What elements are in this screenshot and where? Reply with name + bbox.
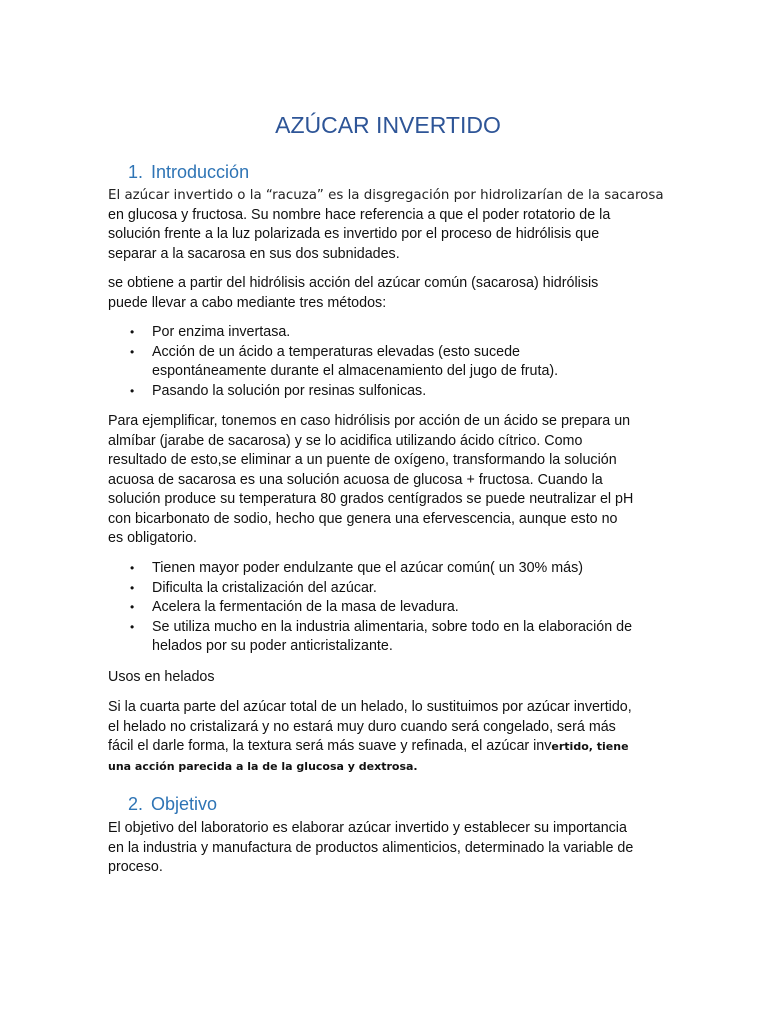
text-line: en la industria y manufactura de productos alimenticios, determinado la variable de [108,839,634,856]
text-line: Acción de un ácido a temperaturas elevadas (esto sucede [152,343,520,360]
section-title: Introducción [151,162,250,182]
bullet-icon: • [130,325,135,339]
text-line: es obligatorio. [108,530,198,546]
list-item [108,323,668,343]
text-line: solución produce su temperatura 80 grados centígrados se puede neutralizar el pH [108,491,634,507]
text-line: solución frente a la luz polarizada es invertido por el proceso de hidrólisis que [108,226,600,242]
text-segment: ertido, tiene [551,740,629,753]
text-line: resultado de esto,se eliminar a un puente de oxígeno, transformando la solución [108,452,617,468]
list-item [108,618,668,657]
properties-list [108,559,668,657]
text-line: una acción parecida a la de la glucosa y dextrosa. [108,759,418,773]
list-item [108,559,668,579]
text-line: Tienen mayor poder endulzante que el azúcar común( un 30% más) [152,560,584,576]
text-segment: fácil el darle forma, la textura será más suave y refinada, el azúcar inv [108,738,552,754]
intro-paragraph-3 [108,412,668,549]
text-line: proceso. [108,859,163,875]
text-line: se obtiene a partir del hidrólisis acción del azúcar común (sacarosa) hidrólisis [108,275,599,291]
section-heading-introduccion [128,162,249,183]
intro-paragraph-2 [108,274,668,313]
section-number: 1. [128,162,144,182]
text-line: Se utiliza mucho en la industria alimentaria, sobre todo en la elaboración de [152,618,633,635]
section-number: 2. [128,794,144,814]
text-line: el helado no cristalizará y no estará muy duro cuando será congelado, será más [108,718,616,735]
text-line: Pasando la solución por resinas sulfonicas. [152,382,427,399]
intro-paragraph-4 [108,698,668,776]
text-line: con bicarbonato de sodio, hecho que genera una efervescencia, aunque esto no [108,510,618,527]
document-title: AZÚCAR INVERTIDO [275,112,501,138]
list-item [108,382,668,402]
list-item [108,343,668,382]
bullet-icon: • [130,619,135,634]
text-line [108,737,668,757]
text-line: Dificulta la cristalización del azúcar. [152,579,377,596]
text-line: separar a la sacarosa en sus dos subnidades. [108,245,400,262]
text-line: Si la cuarta parte del azúcar total de un helado, lo sustituimos por azúcar invertido, [108,699,632,715]
methods-list [108,323,668,401]
text-line: puede llevar a cabo mediante tres métodos: [108,294,387,311]
text-line: espontáneamente durante el almacenamiento del jugo de fruta). [152,363,559,379]
intro-paragraph-1 [108,186,668,264]
bullet-icon: • [130,600,135,614]
text-line: helados por su poder anticristalizante. [152,638,393,654]
text-line: El objetivo del laboratorio es elaborar azúcar invertido y establecer su importancia [108,820,627,836]
text-line: acuosa de sacarosa es una solución acuosa de glucosa + fructosa. Cuando la [108,471,603,488]
section-heading-objetivo [128,794,217,815]
objective-paragraph [108,819,668,878]
list-item [108,598,668,618]
text-line: El azúcar invertido o la “racuza” es la disgregación por hidrolizarían de la sacarosa [108,188,664,203]
text-line: Acelera la fermentación de la masa de levadura. [152,599,459,615]
bullet-icon: • [130,383,135,398]
bullet-icon: • [130,580,135,595]
section-title: Objetivo [151,794,218,814]
list-item [108,579,668,599]
usos-heading: Usos en helados [108,669,215,685]
text-line: Para ejemplificar, tonemos en caso hidrólisis por acción de un ácido se prepara un [108,413,631,429]
text-line: Por enzima invertasa. [152,324,291,340]
text-line: almíbar (jarabe de sacarosa) y se lo acidifica utilizando ácido cítrico. Como [108,432,583,449]
text-line: en glucosa y fructosa. Su nombre hace referencia a que el poder rotatorio de la [108,206,611,223]
bullet-icon: • [130,344,135,359]
bullet-icon: • [130,561,135,575]
